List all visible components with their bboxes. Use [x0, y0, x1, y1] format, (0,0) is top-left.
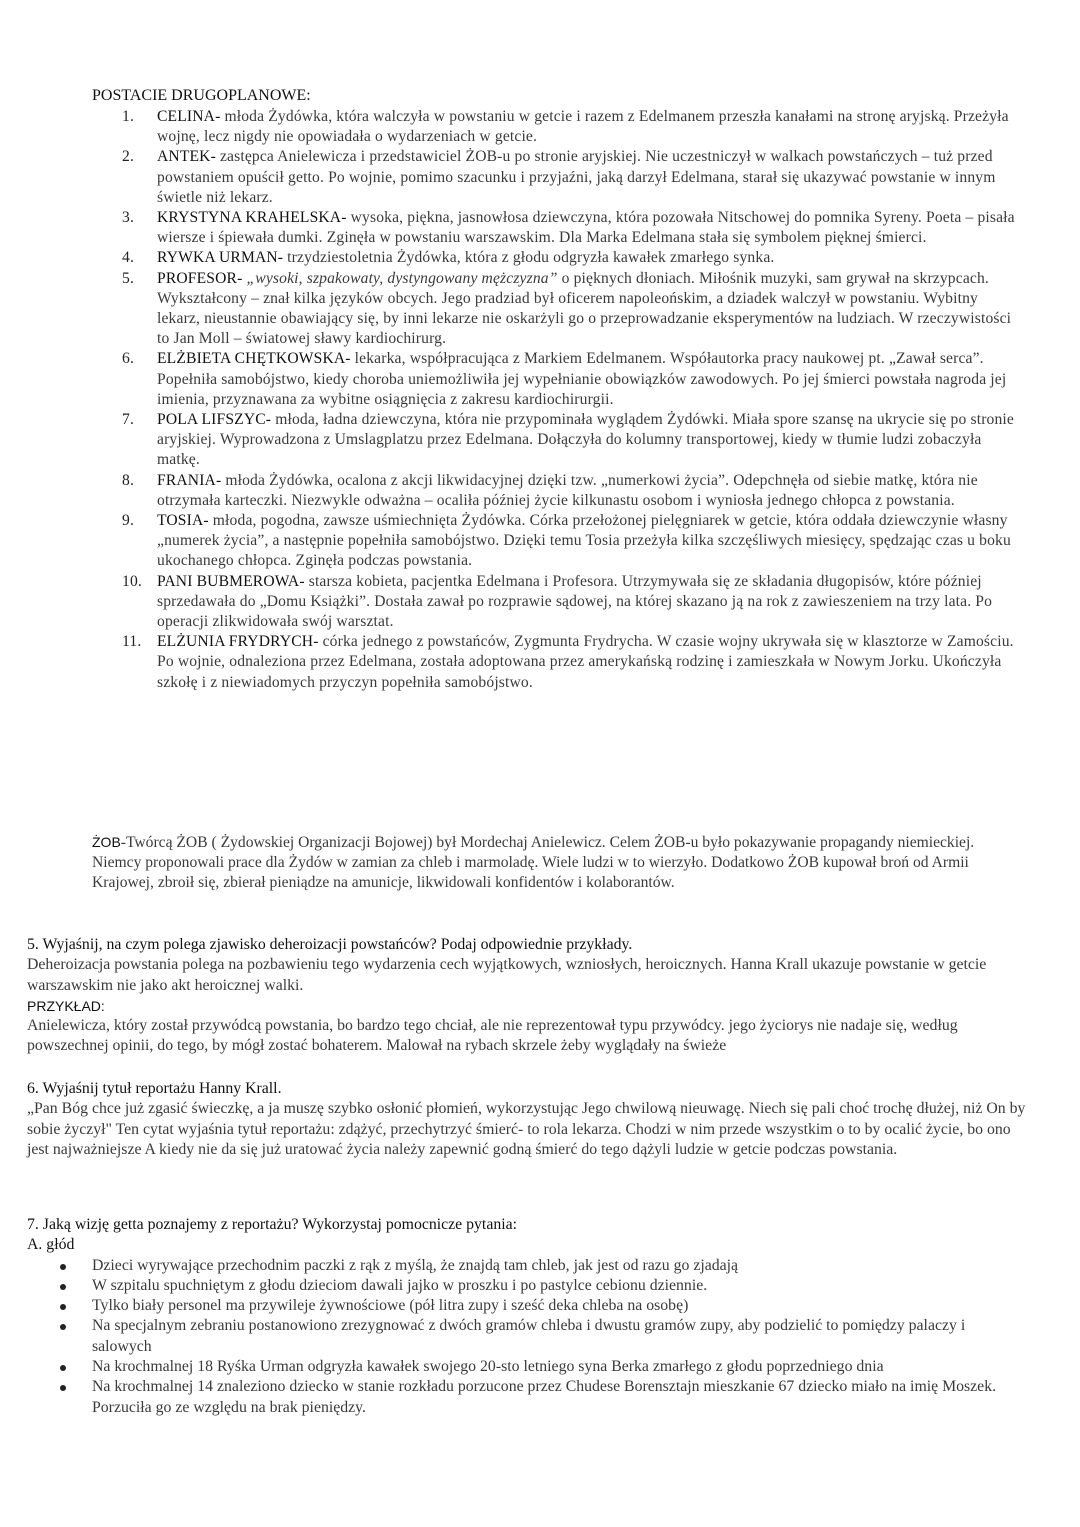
bullet-item: [27, 1377, 1027, 1418]
bullet-item: [27, 1256, 1027, 1276]
character-quote: „wysoki, szpakowaty, dystyngowany mężczyzna”: [242, 269, 558, 287]
character-name: ANTEK-: [157, 148, 216, 166]
character-item: [92, 349, 1022, 410]
characters-list: [92, 107, 1022, 693]
subheading-hunger: A. głód: [27, 1236, 75, 1254]
item-number: 11.: [122, 633, 142, 651]
question-6-answer: „Pan Bóg chce już zgasić świeczkę, a ja muszę szybko osłonić płomień, wykorzystując Jego chwilową nieuwagę. Niech się pali choć trochę dłużej, niż On by sobie życzył" Ten cytat wyjaśnia tytuł reportażu: zdążyć, przechytrzyć śmierć- to rola lekarza. Chodzi w nim przede wszystkim o to by ocalić życie, bo ono jest najważniejsze A kiedy nie da się już uratować życia należy zapewnić godną śmierć do tego dążyli ludzie w getcie podczas powstania.: [27, 1100, 1026, 1158]
character-item: [92, 410, 1022, 471]
item-number: 6.: [122, 350, 134, 368]
character-description: młoda, pogodna, zawsze uśmiechnięta Żydówka. Córka przełożonej pielęgniarek w getcie, która oddała dziewczynie własny „numerek życia”, a następnie popełniła samobójstwo. Dzięki temu Tosia przeżyła kilka szczęśliwych miesięcy, spędzając czas u boku ukochanego chłopca. Zginęła podczas powstania.: [157, 512, 1011, 570]
bullet-icon: [60, 1304, 66, 1310]
item-number: 3.: [122, 209, 134, 227]
item-number: 1.: [122, 108, 134, 125]
character-item: [92, 632, 1022, 693]
question-5-example: Anielewicza, który został przywódcą powstania, bo bardzo tego chciał, ale nie reprezentował typu przywódcy. jego życiorys nie nadaje się, według powszechnej opinii, do tego, by mógł zostać bohaterem. Malował na rybach skrzele żeby wyglądały na świeże: [27, 1017, 958, 1055]
character-description: lekarka, współpracująca z Markiem Edelmanem. Współautorka pracy naukowej pt. „Zawał serca”. Popełniła samobójstwo, kiedy choroba uniemożliwiła jej wypełnianie obowiązków zawodowych. Po jej śmierci powstała nagroda jej imienia, przyznawana za wybitne osiągnięcia z zakresu kardiochirurgii.: [157, 350, 1007, 408]
bullet-item: [27, 1276, 1027, 1296]
bullet-item: [27, 1296, 1027, 1316]
character-description: starsza kobieta, pacjentka Edelmana i Profesora. Utrzymywała się ze składania długopisów, które później sprzedawała do „Domu Książki”. Dostała zawał po rozprawie sądowej, na której skazano ją na rok z zawieszeniem na trzy lata. Po operacji zlikwidowała swój warsztat.: [157, 572, 993, 631]
bullet-icon: [60, 1365, 66, 1371]
item-number: 5.: [122, 269, 134, 287]
character-description: młoda, ładna dziewczyna, która nie przypominała wyglądem Żydówki. Miała spore szansę na ukrycie się po stronie aryjskiej. Wyprowadzona z Umslagplatzu przez Edelmana. Dołączyła do kolumny transportowej, kiedy w tłumie ludzi zobaczyła matkę.: [157, 411, 1014, 469]
example-label: PRZYKŁAD:: [27, 997, 105, 1014]
character-name: FRANIA-: [157, 471, 222, 489]
bullet-icon: [60, 1284, 66, 1290]
item-number: 7.: [122, 411, 134, 429]
character-description: trzydziestoletnia Żydówka, która z głodu odgryzła kawałek zmarłego synka.: [283, 249, 775, 267]
character-name: RYWKA URMAN-: [157, 249, 284, 267]
character-item: [92, 269, 1022, 350]
bullet-text: Tylko biały personel ma przywileje żywnościowe (pół litra zupy i sześć deka chleba na osobę): [92, 1297, 689, 1315]
character-item: [92, 248, 1022, 268]
question-5-heading: 5. Wyjaśnij, na czym polega zjawisko deheroizacji powstańców? Podaj odpowiednie przykłady.: [27, 936, 633, 953]
character-description: młoda Żydówka, która walczyła w powstaniu w getcie i razem z Edelmanem przeszła kanałami na stronę aryjską. Przeżyła wojnę, lecz nigdy nie opowiadała o wydarzeniach w getcie.: [157, 108, 1009, 146]
bullet-text: Na krochmalnej 18 Ryśka Urman odgryzła kawałek swojego 20-sto letniego syna Berka zmarłego z głodu poprzedniego dnia: [92, 1358, 884, 1376]
bullet-text: Na specjalnym zebraniu postanowiono zrezygnować z dwóch gramów chleba i dwustu gramów zupy, aby podzielić to pomiędzy palaczy i salowych: [92, 1317, 966, 1355]
bullet-icon: [60, 1385, 66, 1391]
item-number: 9.: [122, 512, 134, 530]
character-description: młoda Żydówka, ocalona z akcji likwidacyjnej dzięki tzw. „numerkowi życia”. Odepchnęła od siebie matkę, która nie otrzymała karteczki. Niezwykle odważna – ocaliła później życie kilkunastu osobom i wyniosła jednego chłopca z powstania.: [157, 471, 978, 509]
bullet-icon: [60, 1264, 66, 1270]
character-name: TOSIA-: [157, 512, 209, 530]
character-name: ELŻBIETA CHĘTKOWSKA-: [157, 350, 351, 368]
zob-text: -Twórcą ŻOB ( Żydowskiej Organizacji Bojowej) był Mordechaj Anielewicz. Celem ŻOB-u było pokazywanie propagandy niemieckiej. Niemcy proponowali prace dla Żydów w zamian za chleb i marmoladę. Wiele ludzi w to wierzyło. Dodatkowo ŻOB kupował broń od Armii Krajowej, zbroił się, zbierał pieniądze na amunicje, likwidowali konfidentów i kolaborantów.: [92, 834, 975, 892]
question-7-section: [27, 1215, 1027, 1418]
bullet-icon: [60, 1324, 66, 1330]
item-number: 10.: [122, 572, 142, 590]
character-description: o pięknych dłoniach. Miłośnik muzyki, sam grywał na skrzypcach. Wykształcony – znał kilka języków obcych. Jego pradziad był oficerem napoleońskim, a dziadek walczył w powstaniu. Wybitny lekarz, nieustannie obawiający się, by inni lekarze nie oskarżyli go o przeprowadzanie eksperymentów na ludziach. W rzeczywistości to Jan Moll – światowej sławy kardiochirurg.: [157, 269, 1012, 348]
character-name: KRYSTYNA KRAHELSKA-: [157, 209, 347, 227]
question-7-heading: 7. Jaką wizję getta poznajemy z reportażu? Wykorzystaj pomocnicze pytania:: [27, 1216, 518, 1233]
item-number: 2.: [122, 148, 134, 166]
zob-label: ŻOB: [92, 834, 121, 850]
character-name: CELINA-: [157, 108, 221, 125]
character-item: [92, 147, 1022, 208]
question-5-section: [27, 935, 1027, 1057]
item-number: 4.: [122, 249, 134, 267]
character-name: PROFESOR-: [157, 269, 243, 287]
bullet-text: Na krochmalnej 14 znaleziono dziecko w stanie rozkładu porzucone przez Chudese Borensztajn mieszkanie 67 dziecko miało na imię Moszek. Porzuciła go ze względu na brak pieniędzy.: [92, 1378, 997, 1416]
character-name: ELŻUNIA FRYDRYCH-: [157, 633, 319, 651]
character-item: [92, 511, 1022, 572]
character-description: wysoka, piękna, jasnowłosa dziewczyna, która pozowała Nitschowej do pomnika Syreny. Poeta – pisała wiersze i śpiewała dumki. Zginęła w powstaniu warszawskim. Dla Marka Edelmana stała się symbolem pięknej śmierci.: [157, 209, 1015, 247]
zob-paragraph: [92, 832, 992, 894]
bullet-item: [27, 1316, 1027, 1357]
character-item: [92, 208, 1022, 248]
character-name: POLA LIFSZYC-: [157, 411, 272, 429]
section-heading-secondary-characters: POSTACIE DRUGOPLANOWE:: [92, 87, 311, 104]
bullet-item: [27, 1357, 1027, 1377]
character-item: [92, 572, 1022, 633]
character-name: PANI BUBMEROWA-: [157, 572, 305, 590]
character-description: córka jednego z powstańców, Zygmunta Frydrycha. W czasie wojny ukrywała się w klasztorze w Zamościu. Po wojnie, odnaleziona przez Edelmana, została adoptowana przez amerykańską rodzinę i zamieszkała w Nowym Jorku. Ukończyła szkołę i z niewiadomych przyczyn popełniła samobójstwo.: [157, 633, 1014, 691]
bullet-text: Dzieci wyrywające przechodnim paczki z rąk z myślą, że znajdą tam chleb, jak jest od razu go zjadają: [92, 1256, 739, 1274]
character-item: [92, 107, 1022, 147]
character-item: [92, 471, 1022, 511]
bullet-text: W szpitalu spuchniętym z głodu dzieciom dawali jajko w proszku i po pastylce cebionu dziennie.: [92, 1276, 708, 1294]
item-number: 8.: [122, 471, 134, 489]
character-description: zastępca Anielewicza i przedstawiciel ŻOB-u po stronie aryjskiej. Nie uczestniczył w walkach powstańczych – tuż przed powstaniem opuścił getto. Po wojnie, pomimo szacunku i przyjaźni, jaką darzył Edelmana, starał się ukazywać powstanie w innym świetle niż lekarz.: [157, 148, 996, 206]
question-6-section: [27, 1079, 1027, 1160]
hunger-bullet-list: [27, 1256, 1027, 1418]
question-5-answer: Deheroizacja powstania polega na pozbawieniu tego wydarzenia cech wyjątkowych, wzniosłych, heroicznych. Hanna Krall ukazuje powstanie w getcie warszawskim nie jako akt heroicznej walki.: [27, 956, 987, 994]
question-6-heading: 6. Wyjaśnij tytuł reportażu Hanny Krall.: [27, 1080, 282, 1097]
